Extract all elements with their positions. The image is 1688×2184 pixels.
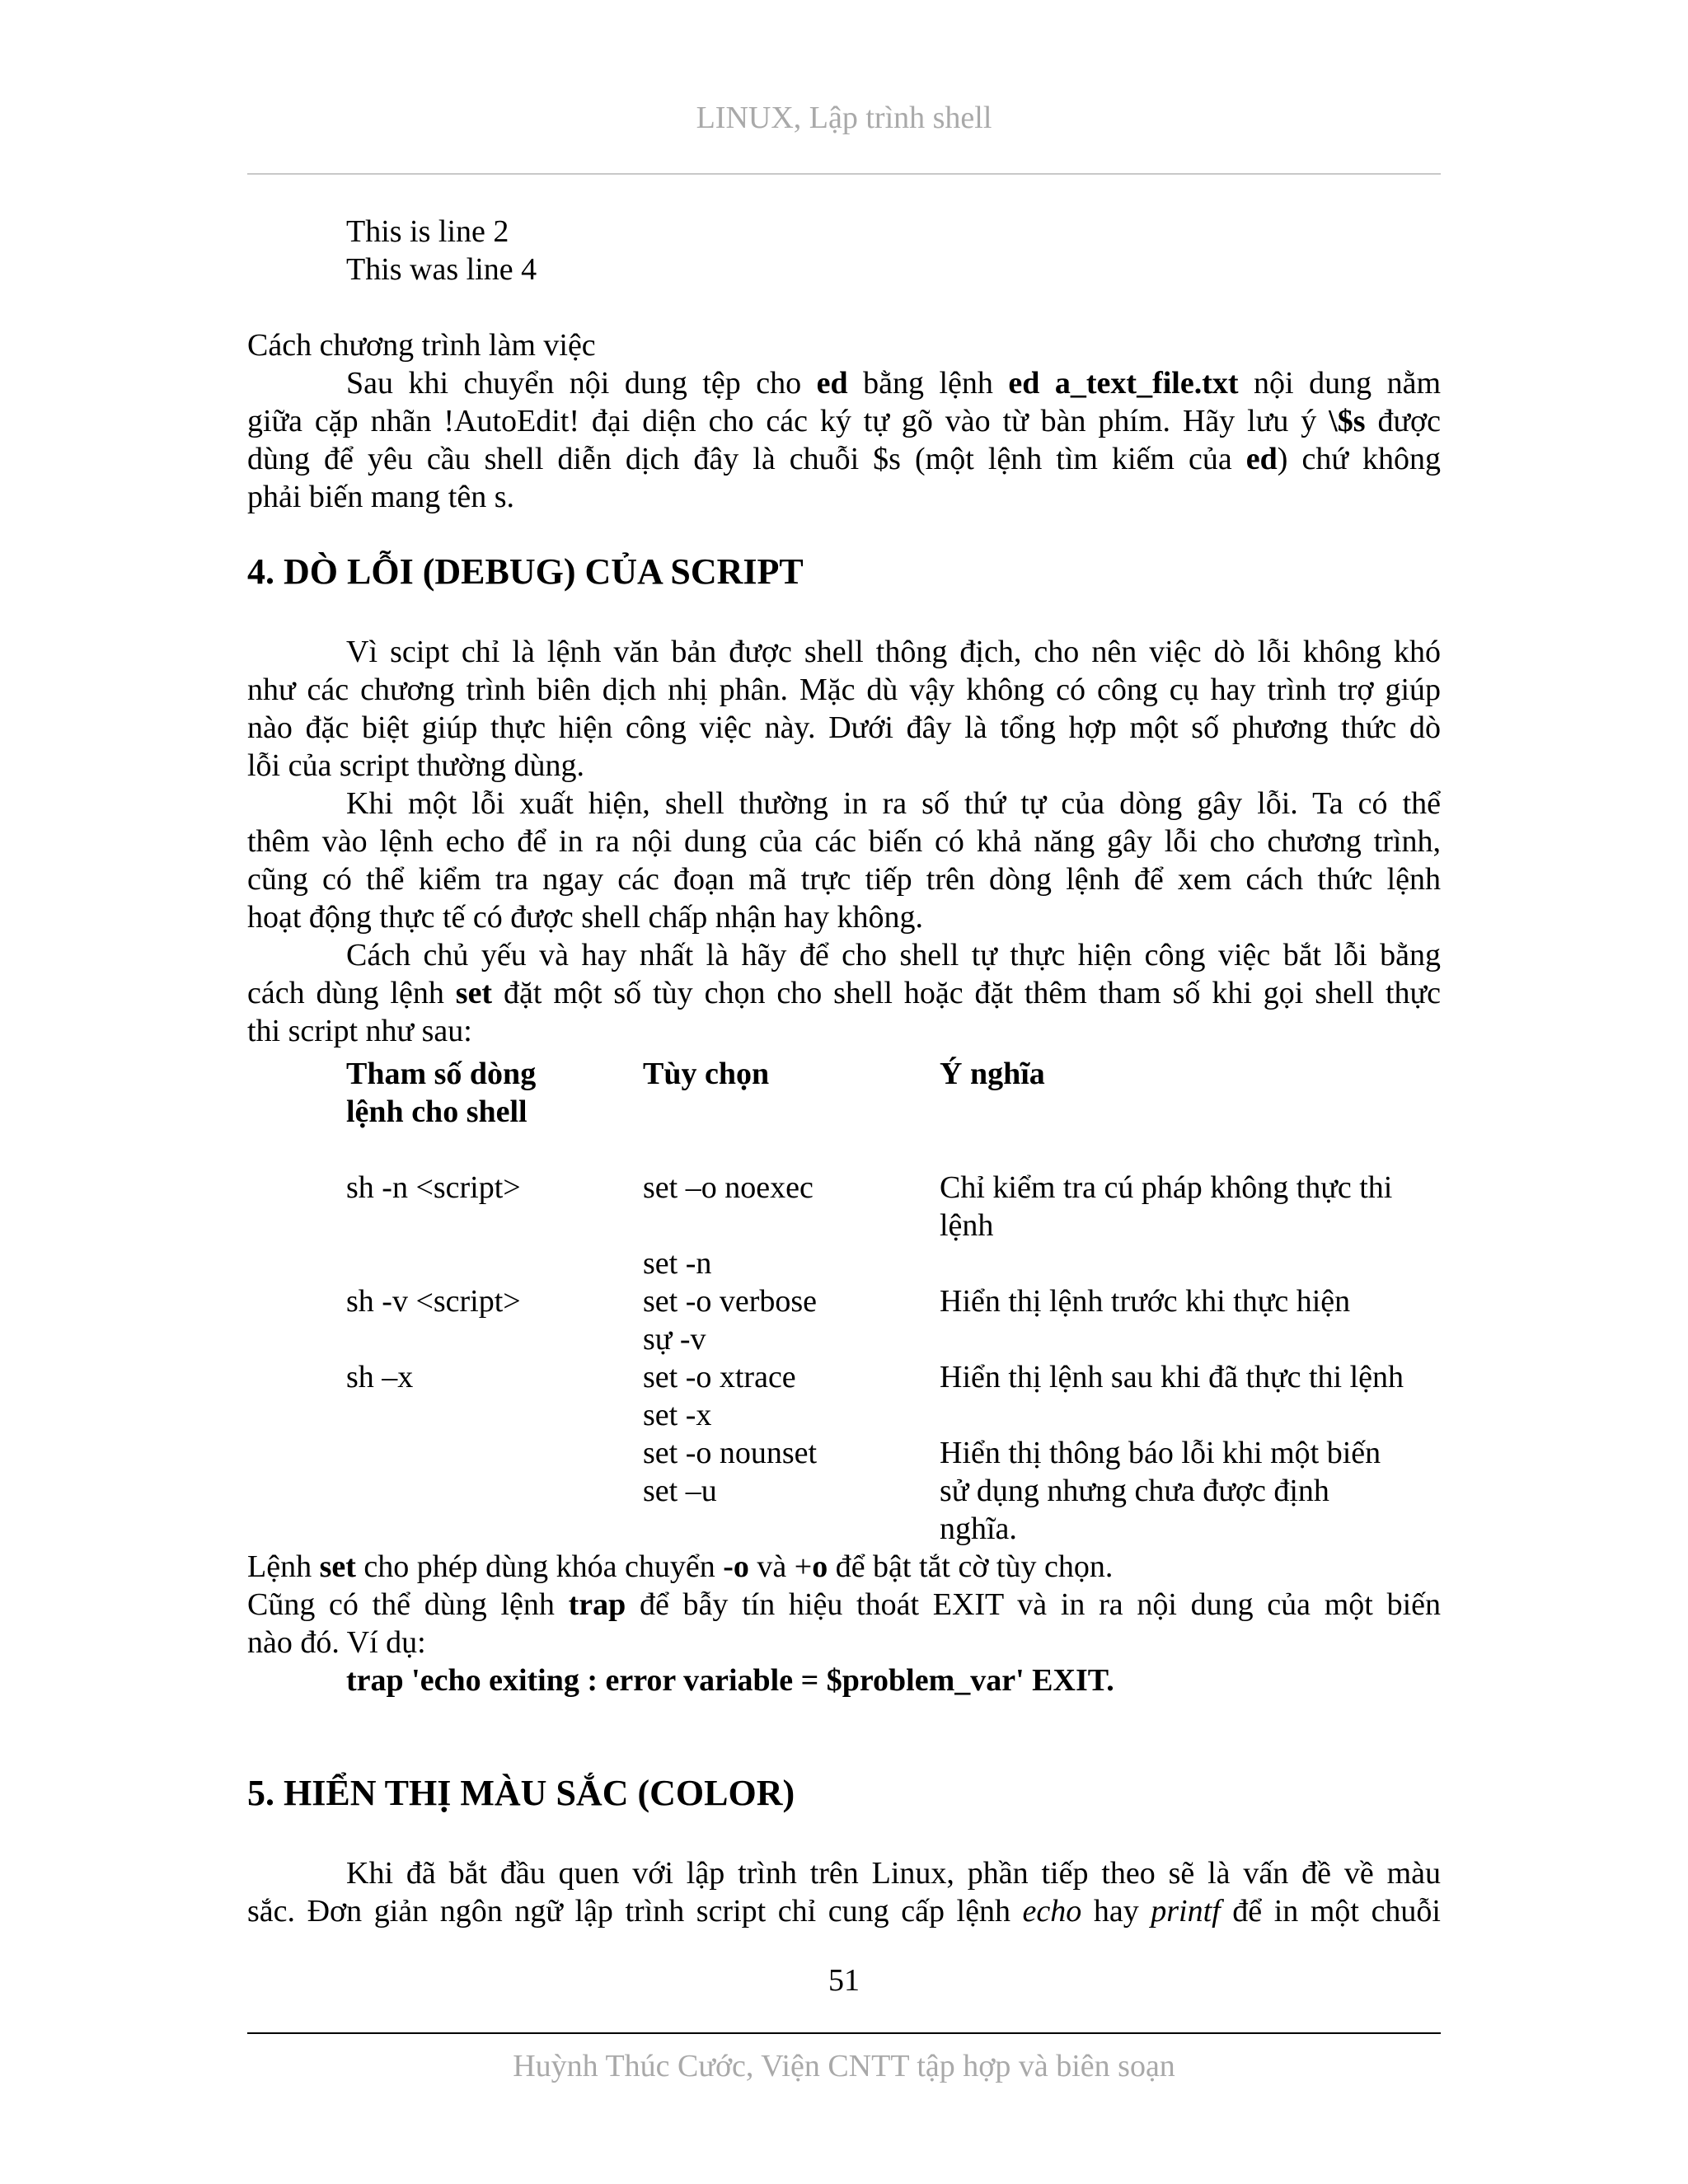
- header-rule: [247, 173, 1441, 175]
- table-cell: sh –x: [346, 1360, 414, 1394]
- section-heading: 4. DÒ LỖI (DEBUG) CỦA SCRIPT: [247, 551, 804, 592]
- code-line: This is line 2: [346, 214, 509, 249]
- table-cell: sh -n <script>: [346, 1170, 521, 1205]
- example-command: trap 'echo exiting : error variable = $problem_var' EXIT.: [346, 1663, 1114, 1698]
- table-cell: set –u: [643, 1474, 717, 1508]
- table-cell: Hiển thị thông báo lỗi khi một biến: [940, 1436, 1381, 1470]
- text-line: dùng để yêu cầu shell diễn dịch đây là chuỗi $s (một lệnh tìm kiếm của ed) chứ không: [247, 442, 1441, 476]
- paragraph: Khi đã bắt đầu quen với lập trình trên Linux, phần tiếp theo sẽ là vấn đề về màu sắc. Đơn giản ngôn ngữ lập trình script chỉ cung cấp lệnh echo hay printf để in một chuỗi: [247, 1856, 1441, 1929]
- running-footer: Huỳnh Thúc Cước, Viện CNTT tập hợp và biên soạn: [513, 2049, 1175, 2083]
- table-cell: set -n: [643, 1246, 712, 1281]
- running-header: LINUX, Lập trình shell: [696, 101, 992, 135]
- page-number: 51: [828, 1963, 860, 1998]
- table-cell: lệnh: [940, 1208, 994, 1243]
- table-header: Tùy chọn: [643, 1057, 770, 1091]
- code-output: [346, 213, 537, 288]
- code-line: This was line 4: [346, 252, 537, 287]
- how-it-works: [247, 326, 1441, 516]
- table-cell: set -o nounset: [643, 1436, 818, 1470]
- text-line: phải biến mang tên s.: [247, 480, 514, 514]
- subheading: Cách chương trình làm việc: [247, 328, 596, 363]
- text-line: giữa cặp nhãn !AutoEdit! đại diện cho các ký tự gõ vào từ bàn phím. Hãy lưu ý \$s được: [247, 404, 1442, 438]
- paragraph: Vì scipt chỉ là lệnh văn bản được shell thông địch, cho nên việc dò lỗi không khó như các chương trình biên dịch nhị phân. Mặc dù vậy không có công cụ hay trình trợ giúp nào đặc biệt giúp thực hiện công việc này. Dưới đây là tổng hợp một số phương thức dò lỗi của script thường dùng. Khi một lỗi xuất hiện, shell thường in ra số thứ tự của dòng gây lỗi. Ta có thể thêm vào lệnh echo để in ra nội dung của các biến có khả năng gây lỗi cho chương trình, cũng có thể kiểm tra ngay các đoạn mã trực tiếp trên dòng lệnh để xem cách thức lệnh hoạt động thực tế có được shell chấp nhận hay không. Cách chủ yếu và hay nhất là hãy để cho shell tự thực hiện công việc bắt lỗi bằng cách dùng lệnh set đặt một số tùy chọn cho shell hoặc đặt thêm tham số khi gọi shell thực thi script như sau:: [247, 635, 1441, 1048]
- section-heading: 5. HIỂN THỊ MÀU SẮC (COLOR): [247, 1773, 795, 1813]
- footer-rule: [247, 2032, 1441, 2034]
- table-cell: set –o noexec: [643, 1170, 814, 1205]
- table-cell: sh -v <script>: [346, 1284, 521, 1319]
- table-header: Tham số dòng: [346, 1057, 537, 1091]
- table-cell: Hiển thị lệnh sau khi đã thực thi lệnh: [940, 1360, 1404, 1394]
- table-cell: sự -v: [643, 1322, 706, 1357]
- text-line: Sau khi chuyển nội dung tệp cho ed bằng lệnh ed a_text_file.txt nội dung nằm: [346, 366, 1442, 401]
- table-header: Ý nghĩa: [940, 1057, 1045, 1091]
- table-cell: Chỉ kiểm tra cú pháp không thực thi: [940, 1170, 1393, 1205]
- table-header: lệnh cho shell: [346, 1094, 528, 1129]
- table-cell: sử dụng nhưng chưa được định: [940, 1474, 1329, 1508]
- table-cell: set -x: [643, 1398, 712, 1432]
- table-cell: set -o verbose: [643, 1284, 818, 1319]
- paragraph: Lệnh set cho phép dùng khóa chuyển -o và +o để bật tắt cờ tùy chọn. Cũng có thể dùng lệnh trap để bẫy tín hiệu thoát EXIT và in ra nội dung của một biến nào đó. Ví dụ: trap 'echo exiting : error variable = $problem_var' EXIT.: [247, 1549, 1441, 1698]
- table-cell: nghĩa.: [940, 1511, 1017, 1546]
- table-cell: Hiển thị lệnh trước khi thực hiện: [940, 1284, 1351, 1319]
- table-cell: set -o xtrace: [643, 1360, 796, 1394]
